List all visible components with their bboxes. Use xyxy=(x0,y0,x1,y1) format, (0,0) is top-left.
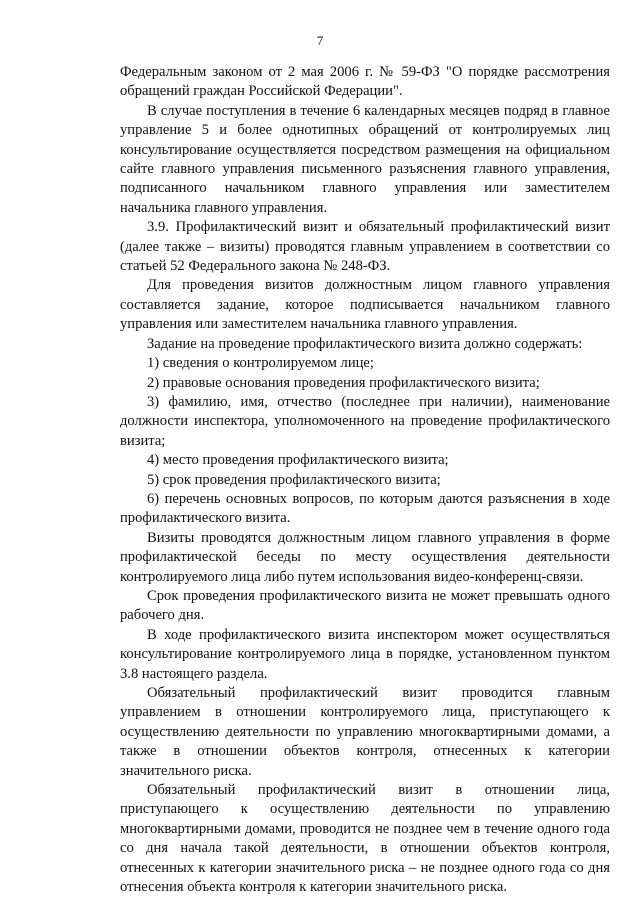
paragraph: 2) правовые основания проведения профилактического визита; xyxy=(147,374,540,391)
paragraph: Федеральным законом от 2 мая 2006 г. № 59-ФЗ "О порядке рассмотрения обращений граждан Российской Федерации". xyxy=(120,64,610,100)
paragraph: Обязательный профилактический визит проводится главным управлением в отношении контролируемого лица, приступающего к осуществлению деятельности по управлению многоквартирными домами, а также в отношении объектов контроля, отнесенных к категории значительного риска. xyxy=(120,685,610,779)
paragraph: 4) место проведения профилактического визита; xyxy=(147,452,449,469)
paragraph: В случае поступления в течение 6 календарных месяцев подряд в главное управление 5 и более однотипных обращений от контролируемых лиц консультирование осуществляется посредством размещения на официальном сайте главного управления письменного разъяснения главного управления, подписанного начальником главного управления или заместителем начальника главного управления. xyxy=(120,102,610,216)
paragraph: 5) срок проведения профилактического визита; xyxy=(147,471,441,488)
paragraph: Срок проведения профилактического визита не может превышать одного рабочего дня. xyxy=(120,587,610,624)
paragraph: В ходе профилактического визита инспектором может осуществляться консультирование контролируемого лица в порядке, установленном пунктом 3.8 настоящего раздела. xyxy=(120,626,610,682)
paragraph: 3) фамилию, имя, отчество (последнее при наличии), наименование должности инспектора, уполномоченного на проведение профилактического визита; xyxy=(120,393,610,449)
page-number: 7 xyxy=(316,33,324,48)
paragraph: 6) перечень основных вопросов, по которым даются разъяснения в ходе профилактического визита. xyxy=(120,490,610,527)
paragraph: 3.9. Профилактический визит и обязательный профилактический визит (далее также – визиты) проводятся главным управлением в соответствии со статьей 52 Федерального закона № 248-ФЗ. xyxy=(120,219,610,275)
paragraph: Обязательный профилактический визит в отношении лица, приступающего к осуществлению деятельности по управлению многоквартирными домами, проводится не позднее чем в течение одного года со дня начала такой деятельности, в отношении объектов контроля, отнесенных к категории значительного риска – не позднее одного года со дня отнесения объекта контроля к категории значительного риска. xyxy=(120,782,610,896)
paragraph: Для проведения визитов должностным лицом главного управления составляется задание, которое подписывается начальником главного управления или заместителем начальника главного управления. xyxy=(120,277,610,333)
paragraph: 1) сведения о контролируемом лице; xyxy=(147,355,374,372)
paragraph: Задание на проведение профилактического визита должно содержать: xyxy=(147,335,583,352)
document-body xyxy=(120,63,610,897)
paragraph: Визиты проводятся должностным лицом главного управления в форме профилактической беседы по месту осуществления деятельности контролируемого лица либо путем использования видео-конференц-связи. xyxy=(120,529,610,585)
